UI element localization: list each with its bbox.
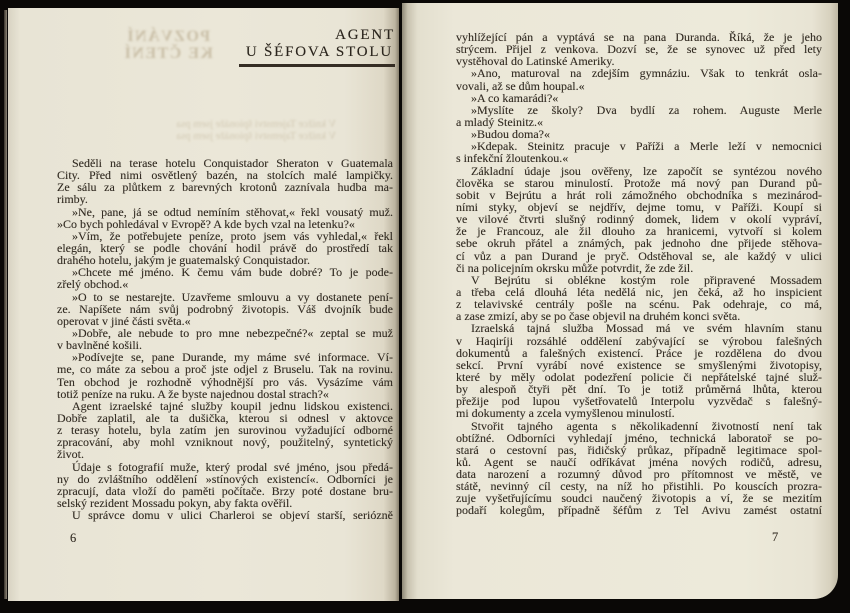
show-through-lines bbox=[168, 119, 336, 142]
show-through-line: V knížce Tajemství špionáže jsem psa bbox=[176, 119, 336, 130]
text-line: ními styky, objeví se nejdřív, dejme tomu, v Paříži. Koupí si bbox=[456, 199, 822, 214]
text-line: zuje vyšetřujícímu soudci naučený životopis a ví, že se mezitím bbox=[456, 491, 822, 506]
text-line: Seděli na terase hotelu Conquistador Sheraton v Guatemala bbox=[72, 156, 393, 170]
text-line: mi dokumenty a zcela vymyšlenou minulostí. bbox=[456, 406, 675, 421]
text-line: »Ano, maturoval na zdejším gymnáziu. Však to tenkrát osla- bbox=[471, 66, 822, 81]
text-line: strýcem. Přijel z venkova. Dozví se, že se synovec už před lety bbox=[456, 42, 822, 57]
body-text-right bbox=[456, 31, 822, 517]
text-line: »Vím, že potřebujete peníze, proto jsem vás vyhledal,« řekl bbox=[72, 228, 393, 243]
show-through-title-line1: POZVÁNÍ bbox=[125, 28, 211, 45]
text-line: vystěhoval do Latinské Ameriky. bbox=[456, 54, 615, 69]
text-line: V Bejrútu si oblékne kostým role připravené Mossadem bbox=[471, 272, 822, 287]
text-line: City. Před nimi osvětlený bazén, na stolcích malé lampičky. bbox=[57, 168, 393, 183]
text-line: které by měly odolat podezření policie či nepřátelské tajné služ- bbox=[456, 369, 822, 384]
text-line: sobit v Bejrútu a hrát roli zámožného obchodníka s mezinárod- bbox=[456, 187, 822, 202]
text-line: zpracují, data vloží do paměti počítače. Brzy poté dostane bru- bbox=[57, 483, 393, 498]
text-line: v bavlněné košili. bbox=[57, 338, 142, 353]
text-line: Izraelská tajná služba Mossad má ve svém hlavním stanu bbox=[471, 321, 822, 336]
text-line: »Budou doma?« bbox=[471, 127, 550, 142]
text-line: selský rezident Mossadu pokyn, aby fakta ověřil. bbox=[57, 495, 293, 510]
text-line: by alespoň čtyři pět dní. To je totiž průměrná lhůta, kterou bbox=[456, 382, 822, 397]
text-line: rimby. bbox=[57, 192, 88, 207]
text-line: s infekční žloutenkou.« bbox=[456, 151, 569, 166]
show-through-title bbox=[80, 28, 256, 62]
body-text-left bbox=[57, 157, 393, 521]
text-line: Ze sálu za plůtkem z barevných krotonů zaznívala hudba ma- bbox=[57, 180, 393, 195]
text-line: či na policejním okrsku může potvrdit, že zde žil. bbox=[456, 260, 694, 275]
right-page bbox=[402, 3, 838, 599]
text-line: drahého hotelu, jakým je guatemalský Conquistador. bbox=[57, 253, 310, 268]
text-line: a zase zmizí, aby se po čase objevil na druhém konci světa. bbox=[456, 309, 741, 324]
text-line: a třeba celá dlouhá léta nedělá nic, jen čeká, až ho inspicient bbox=[456, 284, 822, 299]
text-line: cí vůz a pan Durand je pryč. Odstěhoval se, ale každý v ulici bbox=[456, 248, 822, 263]
text-line: »Ne, pane, já se odtud nemíním stěhovat,« řekl vousatý muž. bbox=[72, 204, 393, 219]
text-line: život. bbox=[57, 447, 84, 462]
text-line: v Haqiríji rozsáhlé oddělení zabývající se výrobou falešných bbox=[456, 333, 822, 348]
show-through-title-line2: KE ČTENÍ bbox=[123, 45, 213, 62]
text-line: U správce domu v ulici Charleroi se objeví starší, seriózně bbox=[72, 508, 393, 523]
text-line: přežije pod lupou vyšetřovatelů Interpolu vyzvědač s falešný- bbox=[456, 394, 822, 409]
text-line: ků. Agent se naučí odříkávat jména nových rodičů, adresu, bbox=[456, 454, 822, 469]
text-line: že je Francouz, ale žil dlouho za hranicemi, vytvoří si kolem bbox=[456, 224, 822, 239]
text-line: podaří kolegům, případně šéfům z Tel Avivu zamést ostatní bbox=[456, 503, 822, 518]
text-line: stará o cestovní pas, řidičský průkaz, případně legitimace spol- bbox=[456, 442, 822, 457]
left-page bbox=[8, 8, 399, 601]
show-through-line: V knížce Tajemství špionáže jsem psa bbox=[176, 130, 336, 142]
text-line: z terasy hotelu, byla zatím jen surovinou vyžadující odborné bbox=[57, 423, 393, 438]
text-line: obtížné. Odborníci vyhledají jméno, technická laboratoř se po- bbox=[456, 430, 822, 445]
text-line: me, co máte za sebou a proč jste odjel z Bruselu. Tak na rovinu. bbox=[57, 362, 393, 377]
text-line: »O to se nestarejte. Uzavřeme smlouvu a vy dostanete pení- bbox=[72, 289, 393, 304]
chapter-title-line1: AGENT bbox=[335, 27, 395, 43]
text-line: operovat v jiné části světa.« bbox=[57, 313, 191, 328]
text-line: vovali, až se dům houpal.« bbox=[456, 78, 585, 93]
text-line: data narození a rozumný důvod pro přítomnost ve městě, ve bbox=[456, 467, 822, 482]
text-line: Údaje s fotografií muže, který prodal své jméno, jsou předá- bbox=[72, 459, 393, 474]
text-line: ve vilové čtvrti slušný rodinný domek, lidem v okolí vypráví, bbox=[456, 212, 822, 227]
text-line: člověka se starou minulostí. Protože má nový pan Durand pů- bbox=[456, 175, 822, 190]
text-line: sekcí. První vyrábí nové existence se smyšlenými životopisy, bbox=[456, 357, 822, 372]
text-line: »Myslíte ze školy? Dva bydlí za rohem. Auguste Merle bbox=[471, 102, 822, 117]
page-number-right: 7 bbox=[772, 530, 779, 544]
text-line: zpracování, aby mohl vzniknout nový, použitelný, syntetický bbox=[57, 435, 393, 450]
text-line: »Chcete mé jméno. K čemu vám bude dobré? To je pode- bbox=[72, 265, 393, 280]
text-line: státě, nevinný cíl cesty, na níž ho přistihli. Po kouscích prozra- bbox=[456, 479, 822, 494]
text-line: zřelý obchod.« bbox=[57, 277, 129, 292]
text-line: Základní údaje jsou ověřeny, lze započít se syntézou nového bbox=[471, 163, 822, 178]
text-line: Agent izraelské tajné služby koupil jednu lidskou existenci. bbox=[72, 398, 393, 413]
text-line: »A co kamarádi?« bbox=[471, 90, 559, 105]
text-line: elegán, který se podle chování hodil právě do prostředí tak bbox=[57, 240, 393, 255]
text-line: Dobře zaplatil, ale ta dušička, kterou si odnesl v aktovce bbox=[57, 410, 393, 425]
text-line: »Co bych pohledával v Evropě? A kde bych vzal na letenku?« bbox=[57, 216, 355, 231]
text-line: vyhlížející pán a vyptává se na pana Duranda. Říká, že je jeho bbox=[456, 30, 822, 44]
text-line: Stvořit tajného agenta s několikadenní životností není tak bbox=[471, 418, 822, 433]
chapter-title bbox=[239, 27, 395, 67]
page-edge bbox=[4, 10, 7, 599]
text-line: ze. Napíšete nám svůj podrobný životopis. Váš dvojník bude bbox=[57, 301, 393, 316]
text-line: ny do zvláštního oddělení »stínových existencí«. Odborníci je bbox=[57, 471, 393, 486]
text-line: »Kdepak. Steinitz pracuje v Paříži a Merle leží v nemocnici bbox=[471, 139, 822, 154]
text-line: »Dobře, ale nebude to pro mne nebezpečné?« zeptal se muž bbox=[72, 325, 393, 340]
page-number-left: 6 bbox=[70, 531, 77, 545]
chapter-title-line2: U ŠÉFOVA STOLU bbox=[239, 44, 395, 67]
text-line: z telavivské centrály pošle na scénu. Pak odehraje, co má, bbox=[456, 297, 822, 312]
text-line: totiž peníze na ruku. A že byste najednou dostal strach?« bbox=[57, 386, 329, 401]
text-line: sebe okruh přátel a známých, pak jednoho dne přijede stěhova- bbox=[456, 236, 822, 251]
text-line: »Podívejte se, pane Durande, my máme své informace. Ví- bbox=[72, 350, 393, 365]
text-line: dokumentů a falešných existencí. Práce je rozdělena do dvou bbox=[456, 345, 822, 360]
text-line: a mladý Steinitz.« bbox=[456, 114, 543, 129]
text-line: Ten obchod je rozhodně výhodnější pro vás. Vysázíme vám bbox=[57, 374, 393, 389]
